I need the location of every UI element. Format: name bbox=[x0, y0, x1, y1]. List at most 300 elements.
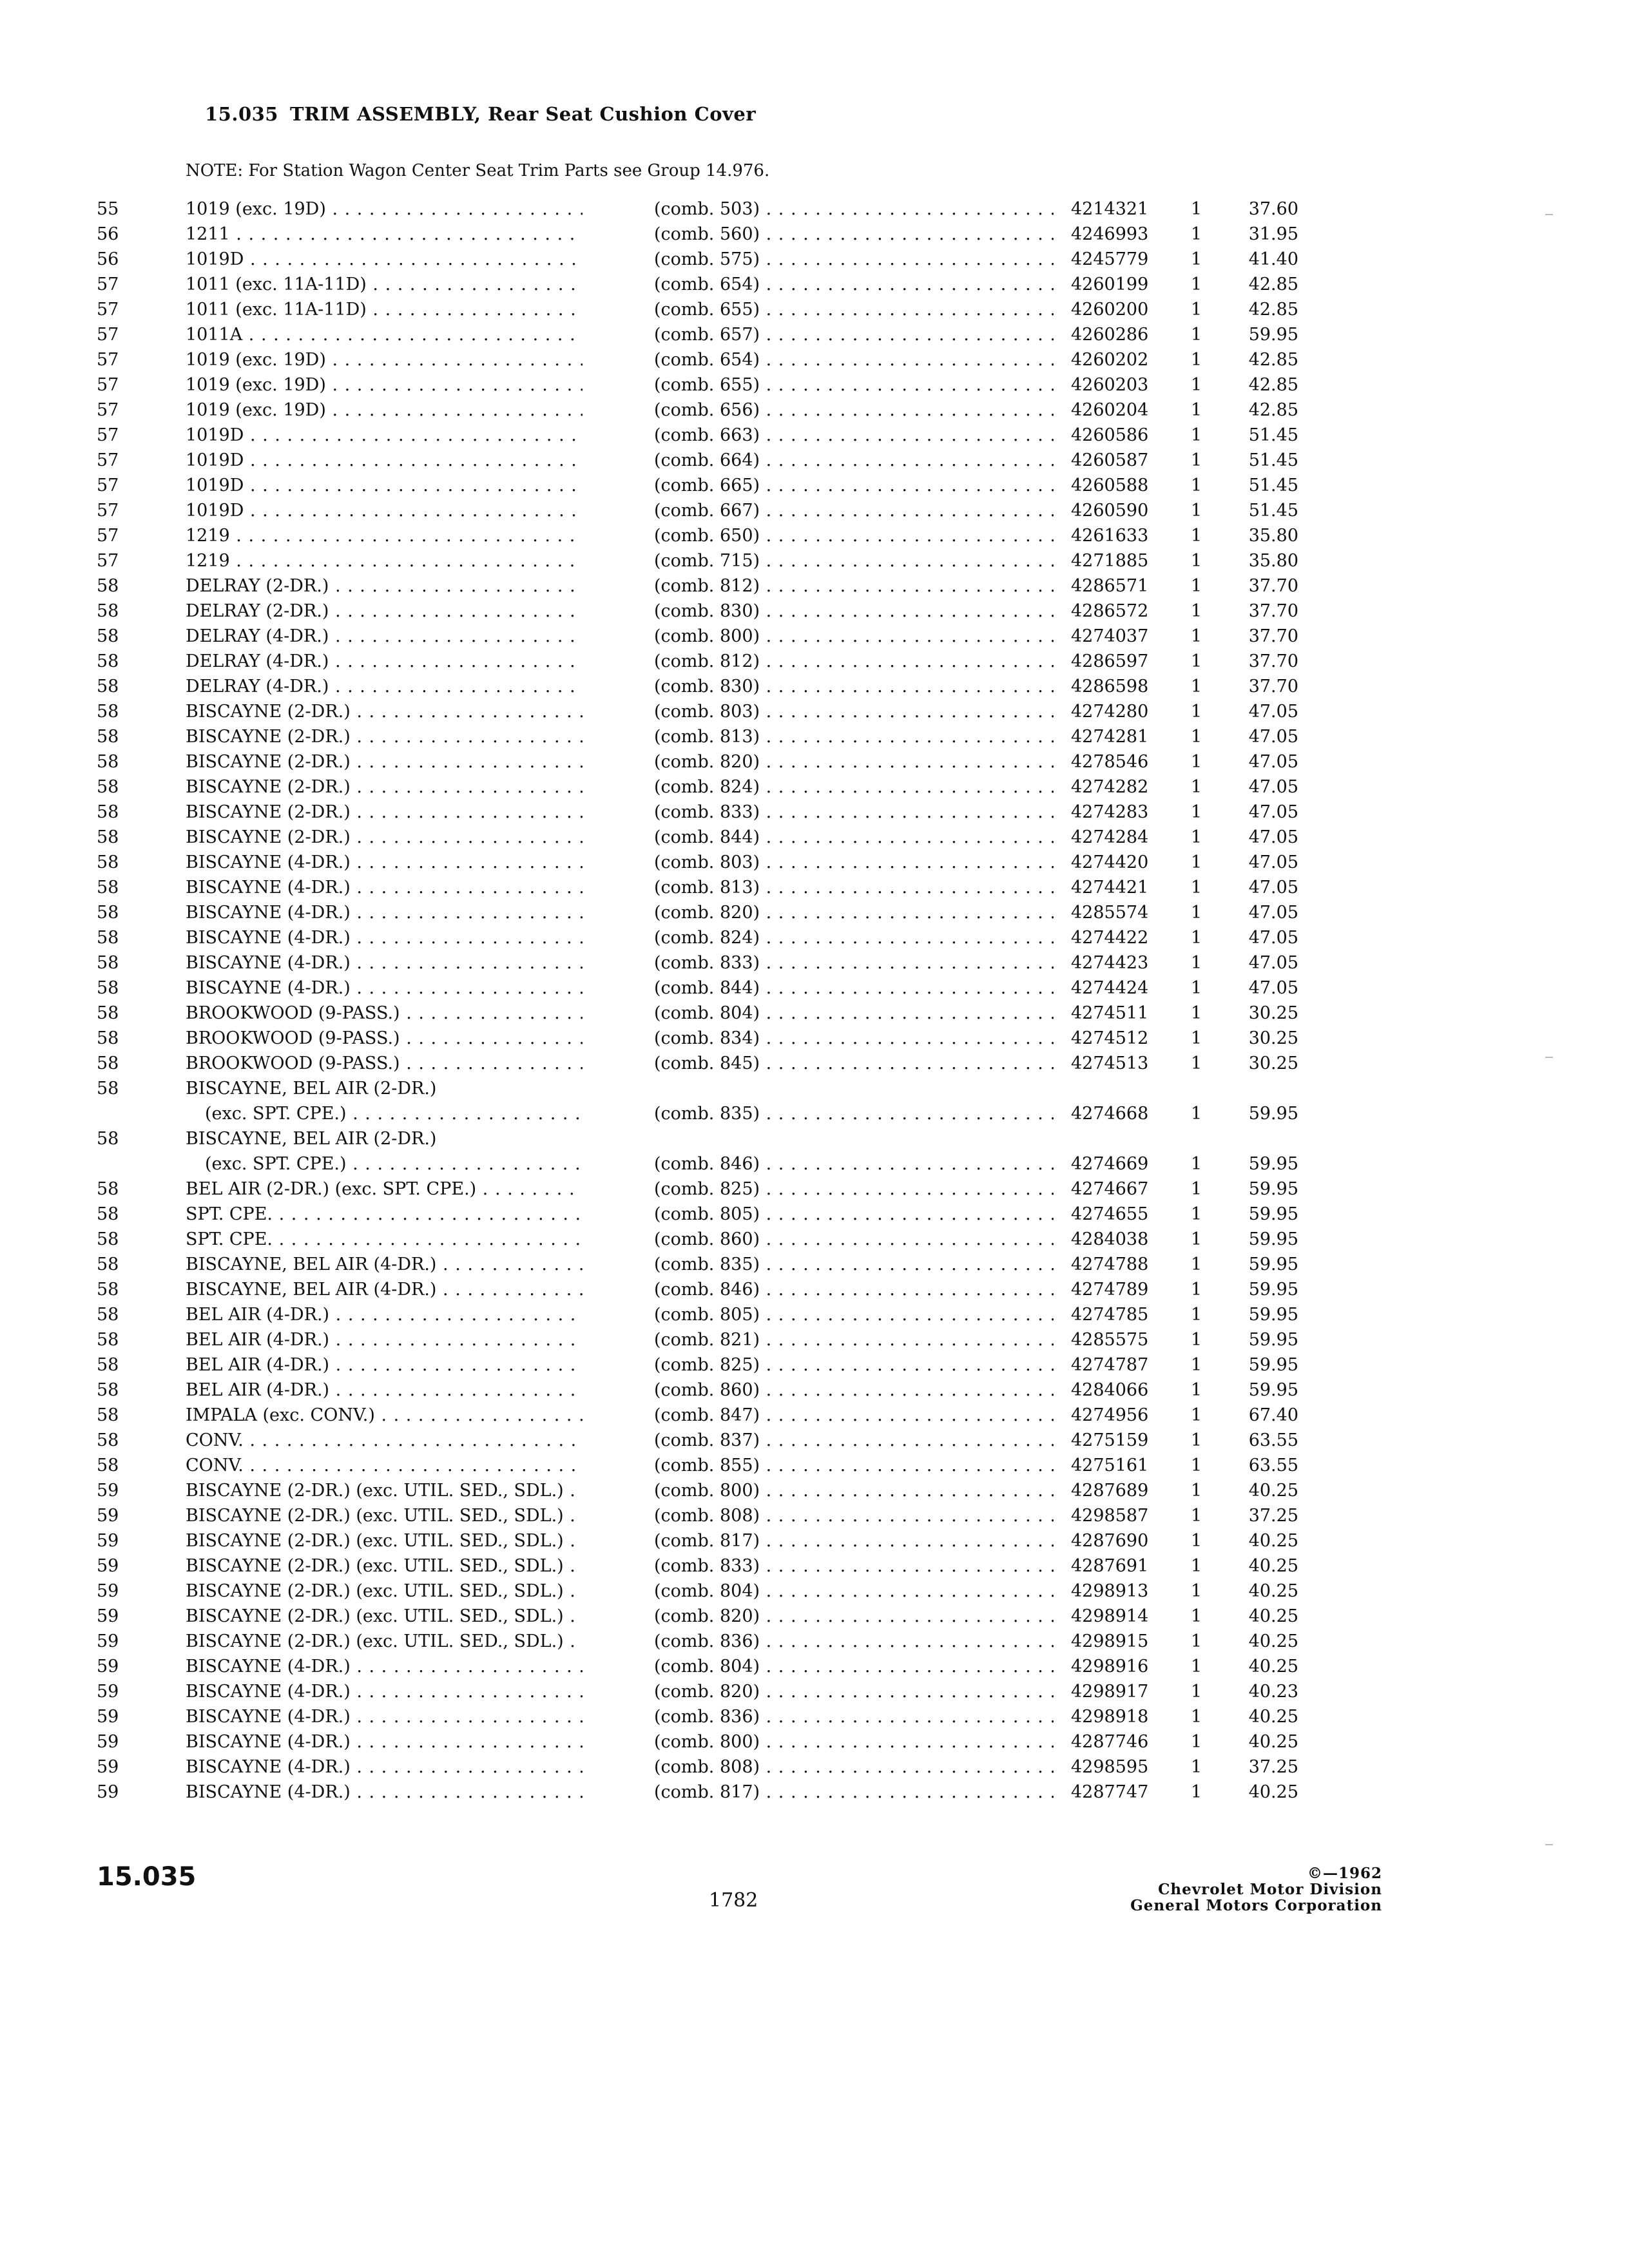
table-row bbox=[0, 398, 1629, 423]
price-cell: 59.95 bbox=[1248, 1154, 1298, 1174]
comb-cell: (comb. 825) . . . bbox=[654, 1352, 1054, 1378]
comb-cell: (comb. 655) . . . bbox=[654, 372, 1054, 398]
quantity-cell: 1 bbox=[1191, 501, 1202, 521]
table-row bbox=[0, 297, 1629, 322]
model-cell: BISCAYNE (4-DR.) . . . bbox=[186, 1679, 583, 1704]
table-row bbox=[0, 1679, 1629, 1704]
part-number-cell: 4274787 bbox=[1071, 1355, 1149, 1375]
quantity-cell: 1 bbox=[1191, 1556, 1202, 1576]
model-cell: BISCAYNE (4-DR.) . . . bbox=[186, 1654, 583, 1679]
table-row bbox=[0, 774, 1629, 800]
section-heading: TRIM ASSEMBLY, Rear Seat Cushion Cover bbox=[290, 103, 757, 125]
model-cell: BISCAYNE (4-DR.) . . . bbox=[186, 1780, 583, 1805]
table-row bbox=[0, 749, 1629, 774]
table-row bbox=[0, 975, 1629, 1001]
comb-cell: (comb. 657) . . . bbox=[654, 322, 1054, 347]
comb-cell: (comb. 847) . . . bbox=[654, 1403, 1054, 1428]
comb-cell: (comb. 817) . . . bbox=[654, 1780, 1054, 1805]
model-cell: DELRAY (4-DR.) . . . bbox=[186, 674, 583, 699]
model-cell: BISCAYNE (4-DR.) . . . bbox=[186, 1729, 583, 1754]
part-number-cell: 4274669 bbox=[1071, 1154, 1149, 1174]
table-row bbox=[0, 347, 1629, 372]
year-cell: 57 bbox=[97, 425, 119, 445]
quantity-cell: 1 bbox=[1191, 626, 1202, 646]
model-cell: BISCAYNE (2-DR.) . . . bbox=[186, 825, 583, 850]
quantity-cell: 1 bbox=[1191, 1179, 1202, 1199]
quantity-cell: 1 bbox=[1191, 1456, 1202, 1475]
price-cell: 40.25 bbox=[1248, 1606, 1298, 1626]
part-number-cell: 4274511 bbox=[1071, 1003, 1149, 1023]
price-cell: 47.05 bbox=[1248, 727, 1298, 747]
quantity-cell: 1 bbox=[1191, 1380, 1202, 1400]
table-row bbox=[0, 1478, 1629, 1503]
price-cell: 47.05 bbox=[1248, 702, 1298, 722]
price-cell: 47.05 bbox=[1248, 978, 1298, 998]
comb-cell: (comb. 812) . . . bbox=[654, 573, 1054, 599]
year-cell: 58 bbox=[97, 1305, 119, 1325]
price-cell: 47.05 bbox=[1248, 903, 1298, 923]
model-cell: BISCAYNE (4-DR.) . . . bbox=[186, 975, 583, 1001]
model-cell: SPT. CPE. . . . bbox=[186, 1202, 583, 1227]
year-cell: 58 bbox=[97, 777, 119, 797]
year-cell: 58 bbox=[97, 677, 119, 697]
table-row bbox=[0, 1729, 1629, 1754]
part-number-cell: 4274281 bbox=[1071, 727, 1149, 747]
part-number-cell: 4278546 bbox=[1071, 752, 1149, 772]
part-number-cell: 4287691 bbox=[1071, 1556, 1149, 1576]
comb-cell: (comb. 664) . . . bbox=[654, 448, 1054, 473]
year-cell: 58 bbox=[97, 651, 119, 671]
year-cell: 57 bbox=[97, 551, 119, 571]
price-cell: 40.23 bbox=[1248, 1682, 1298, 1702]
comb-cell: (comb. 844) . . . bbox=[654, 825, 1054, 850]
model-cell: BISCAYNE (2-DR.) . . . bbox=[186, 749, 583, 774]
part-number-cell: 4274668 bbox=[1071, 1104, 1149, 1124]
year-cell: 59 bbox=[97, 1481, 119, 1501]
price-cell: 63.55 bbox=[1248, 1456, 1298, 1475]
quantity-cell: 1 bbox=[1191, 1757, 1202, 1777]
model-cell: 1011 (exc. 11A-11D) . . . bbox=[186, 272, 583, 297]
price-cell: 47.05 bbox=[1248, 752, 1298, 772]
quantity-cell: 1 bbox=[1191, 425, 1202, 445]
table-row bbox=[0, 825, 1629, 850]
comb-cell: (comb. 808) . . . bbox=[654, 1503, 1054, 1528]
part-number-cell: 4274421 bbox=[1071, 878, 1149, 898]
quantity-cell: 1 bbox=[1191, 651, 1202, 671]
model-cell-continued: (exc. SPT. CPE.) . . . bbox=[205, 1151, 583, 1177]
model-cell: 1019 (exc. 19D) . . . bbox=[186, 197, 583, 222]
comb-cell: (comb. 800) . . . bbox=[654, 1729, 1054, 1754]
model-cell-continued: (exc. SPT. CPE.) . . . bbox=[205, 1101, 583, 1126]
margin-mark bbox=[1545, 214, 1553, 215]
table-row bbox=[0, 1076, 1629, 1126]
table-row bbox=[0, 699, 1629, 724]
year-cell: 59 bbox=[97, 1581, 119, 1601]
comb-cell: (comb. 804) . . . bbox=[654, 1654, 1054, 1679]
quantity-cell: 1 bbox=[1191, 1003, 1202, 1023]
part-number-cell: 4298916 bbox=[1071, 1657, 1149, 1677]
quantity-cell: 1 bbox=[1191, 677, 1202, 697]
quantity-cell: 1 bbox=[1191, 928, 1202, 948]
model-cell: BROOKWOOD (9-PASS.) . . . bbox=[186, 1001, 583, 1026]
model-cell: 1011A . . . bbox=[186, 322, 583, 347]
part-number-cell: 4274282 bbox=[1071, 777, 1149, 797]
price-cell: 40.25 bbox=[1248, 1581, 1298, 1601]
comb-cell: (comb. 837) . . . bbox=[654, 1428, 1054, 1453]
model-cell: BROOKWOOD (9-PASS.) . . . bbox=[186, 1051, 583, 1076]
model-cell: 1019D . . . bbox=[186, 473, 583, 498]
quantity-cell: 1 bbox=[1191, 249, 1202, 269]
quantity-cell: 1 bbox=[1191, 903, 1202, 923]
part-number-cell: 4274956 bbox=[1071, 1405, 1149, 1425]
year-cell: 58 bbox=[97, 978, 119, 998]
part-number-cell: 4274420 bbox=[1071, 852, 1149, 872]
table-row bbox=[0, 573, 1629, 599]
price-cell: 59.95 bbox=[1248, 1355, 1298, 1375]
year-cell: 58 bbox=[97, 626, 119, 646]
comb-cell: (comb. 656) . . . bbox=[654, 398, 1054, 423]
quantity-cell: 1 bbox=[1191, 476, 1202, 495]
price-cell: 59.95 bbox=[1248, 1179, 1298, 1199]
table-row bbox=[0, 1177, 1629, 1202]
quantity-cell: 1 bbox=[1191, 953, 1202, 973]
quantity-cell: 1 bbox=[1191, 1254, 1202, 1274]
quantity-cell: 1 bbox=[1191, 601, 1202, 621]
price-cell: 59.95 bbox=[1248, 1229, 1298, 1249]
year-cell: 58 bbox=[97, 1430, 119, 1450]
comb-cell: (comb. 803) . . . bbox=[654, 699, 1054, 724]
part-number-cell: 4284066 bbox=[1071, 1380, 1149, 1400]
price-cell: 30.25 bbox=[1248, 1053, 1298, 1073]
quantity-cell: 1 bbox=[1191, 1682, 1202, 1702]
price-cell: 59.95 bbox=[1248, 1380, 1298, 1400]
table-row bbox=[0, 624, 1629, 649]
comb-cell: (comb. 804) . . . bbox=[654, 1001, 1054, 1026]
comb-cell: (comb. 654) . . . bbox=[654, 272, 1054, 297]
part-number-cell: 4274513 bbox=[1071, 1053, 1149, 1073]
quantity-cell: 1 bbox=[1191, 978, 1202, 998]
year-cell: 55 bbox=[97, 199, 119, 219]
price-cell: 37.70 bbox=[1248, 677, 1298, 697]
part-number-cell: 4274788 bbox=[1071, 1254, 1149, 1274]
part-number-cell: 4260202 bbox=[1071, 350, 1149, 370]
price-cell: 67.40 bbox=[1248, 1405, 1298, 1425]
quantity-cell: 1 bbox=[1191, 1732, 1202, 1752]
part-number-cell: 4260204 bbox=[1071, 400, 1149, 420]
table-row bbox=[0, 1453, 1629, 1478]
comb-cell: (comb. 830) . . . bbox=[654, 599, 1054, 624]
comb-cell: (comb. 805) . . . bbox=[654, 1302, 1054, 1327]
quantity-cell: 1 bbox=[1191, 1204, 1202, 1224]
comb-cell: (comb. 817) . . . bbox=[654, 1528, 1054, 1553]
model-cell: BROOKWOOD (9-PASS.) . . . bbox=[186, 1026, 583, 1051]
year-cell: 59 bbox=[97, 1556, 119, 1576]
model-cell: BISCAYNE (2-DR.) (exc. UTIL. SED., SDL.) . . . bbox=[186, 1579, 583, 1604]
comb-cell: (comb. 812) . . . bbox=[654, 649, 1054, 674]
corporation-name: General Motors Corporation bbox=[1130, 1897, 1382, 1914]
price-cell: 37.70 bbox=[1248, 576, 1298, 596]
quantity-cell: 1 bbox=[1191, 576, 1202, 596]
part-number-cell: 4298917 bbox=[1071, 1682, 1149, 1702]
model-cell: BEL AIR (4-DR.) . . . bbox=[186, 1378, 583, 1403]
part-number-cell: 4260200 bbox=[1071, 300, 1149, 320]
comb-cell: (comb. 835) . . . bbox=[654, 1101, 1054, 1126]
price-cell: 35.80 bbox=[1248, 551, 1298, 571]
model-cell: CONV. . . . bbox=[186, 1428, 583, 1453]
year-cell: 58 bbox=[97, 1330, 119, 1350]
margin-mark bbox=[1545, 1057, 1553, 1058]
quantity-cell: 1 bbox=[1191, 1631, 1202, 1651]
year-cell: 58 bbox=[97, 752, 119, 772]
price-cell: 37.25 bbox=[1248, 1757, 1298, 1777]
quantity-cell: 1 bbox=[1191, 1581, 1202, 1601]
part-number-cell: 4298914 bbox=[1071, 1606, 1149, 1626]
comb-cell: (comb. 503) . . . bbox=[654, 197, 1054, 222]
year-cell: 58 bbox=[97, 1079, 119, 1099]
part-number-cell: 4274037 bbox=[1071, 626, 1149, 646]
price-cell: 37.70 bbox=[1248, 651, 1298, 671]
comb-cell: (comb. 650) . . . bbox=[654, 523, 1054, 548]
model-cell: SPT. CPE. . . . bbox=[186, 1227, 583, 1252]
table-row bbox=[0, 950, 1629, 975]
year-cell: 58 bbox=[97, 953, 119, 973]
quantity-cell: 1 bbox=[1191, 827, 1202, 847]
comb-cell: (comb. 834) . . . bbox=[654, 1026, 1054, 1051]
quantity-cell: 1 bbox=[1191, 727, 1202, 747]
quantity-cell: 1 bbox=[1191, 300, 1202, 320]
part-number-cell: 4286571 bbox=[1071, 576, 1149, 596]
section-code: 15.035 bbox=[205, 103, 278, 125]
year-cell: 59 bbox=[97, 1732, 119, 1752]
table-row bbox=[0, 1553, 1629, 1579]
price-cell: 40.25 bbox=[1248, 1782, 1298, 1802]
price-cell: 37.25 bbox=[1248, 1506, 1298, 1526]
price-cell: 59.95 bbox=[1248, 1254, 1298, 1274]
table-row bbox=[0, 1704, 1629, 1729]
table-row bbox=[0, 1026, 1629, 1051]
section-title bbox=[205, 103, 756, 125]
table-row bbox=[0, 850, 1629, 875]
price-cell: 47.05 bbox=[1248, 827, 1298, 847]
comb-cell: (comb. 846) . . . bbox=[654, 1151, 1054, 1177]
comb-cell: (comb. 813) . . . bbox=[654, 875, 1054, 900]
part-number-cell: 4285575 bbox=[1071, 1330, 1149, 1350]
model-cell: 1219 . . . bbox=[186, 548, 583, 573]
part-number-cell: 4214321 bbox=[1071, 199, 1149, 219]
year-cell: 59 bbox=[97, 1606, 119, 1626]
table-row bbox=[0, 900, 1629, 925]
model-cell: BISCAYNE (2-DR.) (exc. UTIL. SED., SDL.) . . . bbox=[186, 1629, 583, 1654]
model-cell: BISCAYNE (2-DR.) . . . bbox=[186, 699, 583, 724]
comb-cell: (comb. 824) . . . bbox=[654, 774, 1054, 800]
quantity-cell: 1 bbox=[1191, 1782, 1202, 1802]
table-row bbox=[0, 1227, 1629, 1252]
table-row bbox=[0, 1277, 1629, 1302]
year-cell: 58 bbox=[97, 827, 119, 847]
comb-cell: (comb. 654) . . . bbox=[654, 347, 1054, 372]
quantity-cell: 1 bbox=[1191, 350, 1202, 370]
price-cell: 47.05 bbox=[1248, 852, 1298, 872]
table-row bbox=[0, 448, 1629, 473]
year-cell: 59 bbox=[97, 1782, 119, 1802]
price-cell: 59.95 bbox=[1248, 1104, 1298, 1124]
model-cell: BISCAYNE, BEL AIR (4-DR.) . . . bbox=[186, 1277, 583, 1302]
quantity-cell: 1 bbox=[1191, 1606, 1202, 1626]
copyright-block bbox=[1095, 1865, 1382, 1914]
table-row bbox=[0, 548, 1629, 573]
model-cell: 1019D . . . bbox=[186, 423, 583, 448]
quantity-cell: 1 bbox=[1191, 802, 1202, 822]
model-cell: BEL AIR (4-DR.) . . . bbox=[186, 1352, 583, 1378]
price-cell: 63.55 bbox=[1248, 1430, 1298, 1450]
price-cell: 42.85 bbox=[1248, 274, 1298, 294]
year-cell: 58 bbox=[97, 1280, 119, 1300]
table-row bbox=[0, 724, 1629, 749]
table-row bbox=[0, 372, 1629, 398]
price-cell: 35.80 bbox=[1248, 526, 1298, 546]
year-cell: 59 bbox=[97, 1682, 119, 1702]
price-cell: 47.05 bbox=[1248, 777, 1298, 797]
model-cell: BISCAYNE (2-DR.) . . . bbox=[186, 774, 583, 800]
part-number-cell: 4260586 bbox=[1071, 425, 1149, 445]
part-number-cell: 4298913 bbox=[1071, 1581, 1149, 1601]
quantity-cell: 1 bbox=[1191, 551, 1202, 571]
table-row bbox=[0, 1780, 1629, 1805]
part-number-cell: 4287690 bbox=[1071, 1531, 1149, 1551]
price-cell: 40.25 bbox=[1248, 1732, 1298, 1752]
part-number-cell: 4298915 bbox=[1071, 1631, 1149, 1651]
model-cell: 1019 (exc. 19D) . . . bbox=[186, 347, 583, 372]
year-cell: 57 bbox=[97, 501, 119, 521]
comb-cell: (comb. 655) . . . bbox=[654, 297, 1054, 322]
quantity-cell: 1 bbox=[1191, 400, 1202, 420]
part-number-cell: 4260199 bbox=[1071, 274, 1149, 294]
year-cell: 58 bbox=[97, 1254, 119, 1274]
comb-cell: (comb. 575) . . . bbox=[654, 247, 1054, 272]
year-cell: 58 bbox=[97, 1405, 119, 1425]
comb-cell: (comb. 667) . . . bbox=[654, 498, 1054, 523]
comb-cell: (comb. 836) . . . bbox=[654, 1704, 1054, 1729]
quantity-cell: 1 bbox=[1191, 199, 1202, 219]
year-cell: 57 bbox=[97, 375, 119, 395]
model-cell: BISCAYNE (4-DR.) . . . bbox=[186, 950, 583, 975]
quantity-cell: 1 bbox=[1191, 325, 1202, 345]
model-cell: 1219 . . . bbox=[186, 523, 583, 548]
page-number: 1782 bbox=[709, 1889, 758, 1912]
quantity-cell: 1 bbox=[1191, 878, 1202, 898]
price-cell: 51.45 bbox=[1248, 425, 1298, 445]
comb-cell: (comb. 846) . . . bbox=[654, 1277, 1054, 1302]
year-cell: 58 bbox=[97, 1380, 119, 1400]
year-cell: 57 bbox=[97, 274, 119, 294]
table-row bbox=[0, 1528, 1629, 1553]
part-number-cell: 4245779 bbox=[1071, 249, 1149, 269]
quantity-cell: 1 bbox=[1191, 1104, 1202, 1124]
year-cell: 56 bbox=[97, 249, 119, 269]
price-cell: 42.85 bbox=[1248, 375, 1298, 395]
quantity-cell: 1 bbox=[1191, 1053, 1202, 1073]
year-cell: 58 bbox=[97, 1355, 119, 1375]
comb-cell: (comb. 665) . . . bbox=[654, 473, 1054, 498]
model-cell: 1019D . . . bbox=[186, 448, 583, 473]
comb-cell: (comb. 803) . . . bbox=[654, 850, 1054, 875]
model-cell: BISCAYNE (2-DR.) (exc. UTIL. SED., SDL.) . . . bbox=[186, 1478, 583, 1503]
quantity-cell: 1 bbox=[1191, 752, 1202, 772]
comb-cell: (comb. 804) . . . bbox=[654, 1579, 1054, 1604]
price-cell: 59.95 bbox=[1248, 1330, 1298, 1350]
table-row bbox=[0, 247, 1629, 272]
part-number-cell: 4287689 bbox=[1071, 1481, 1149, 1501]
comb-cell: (comb. 833) . . . bbox=[654, 1553, 1054, 1579]
comb-cell: (comb. 825) . . . bbox=[654, 1177, 1054, 1202]
model-cell: 1211 . . . bbox=[186, 222, 583, 247]
comb-cell: (comb. 830) . . . bbox=[654, 674, 1054, 699]
model-cell: 1019 (exc. 19D) . . . bbox=[186, 372, 583, 398]
table-row bbox=[0, 599, 1629, 624]
comb-cell: (comb. 820) . . . bbox=[654, 1679, 1054, 1704]
table-row bbox=[0, 1352, 1629, 1378]
price-cell: 40.25 bbox=[1248, 1556, 1298, 1576]
comb-cell: (comb. 833) . . . bbox=[654, 950, 1054, 975]
copyright-year: ©—1962 bbox=[1307, 1865, 1382, 1882]
part-number-cell: 4287747 bbox=[1071, 1782, 1149, 1802]
model-cell: BISCAYNE, BEL AIR (2-DR.) bbox=[186, 1129, 437, 1149]
comb-cell: (comb. 835) . . . bbox=[654, 1252, 1054, 1277]
price-cell: 47.05 bbox=[1248, 953, 1298, 973]
quantity-cell: 1 bbox=[1191, 1154, 1202, 1174]
comb-cell: (comb. 860) . . . bbox=[654, 1378, 1054, 1403]
year-cell: 58 bbox=[97, 1028, 119, 1048]
comb-cell: (comb. 800) . . . bbox=[654, 1478, 1054, 1503]
year-cell: 59 bbox=[97, 1631, 119, 1651]
price-cell: 51.45 bbox=[1248, 501, 1298, 521]
price-cell: 47.05 bbox=[1248, 878, 1298, 898]
year-cell: 59 bbox=[97, 1707, 119, 1727]
quantity-cell: 1 bbox=[1191, 1305, 1202, 1325]
table-row bbox=[0, 1428, 1629, 1453]
part-number-cell: 4274667 bbox=[1071, 1179, 1149, 1199]
comb-cell: (comb. 833) . . . bbox=[654, 800, 1054, 825]
year-cell: 58 bbox=[97, 928, 119, 948]
parts-list bbox=[0, 197, 1629, 1805]
table-row bbox=[0, 1302, 1629, 1327]
year-cell: 57 bbox=[97, 526, 119, 546]
part-number-cell: 4274424 bbox=[1071, 978, 1149, 998]
part-number-cell: 4298587 bbox=[1071, 1506, 1149, 1526]
table-row bbox=[0, 1202, 1629, 1227]
table-row bbox=[0, 674, 1629, 699]
year-cell: 58 bbox=[97, 802, 119, 822]
model-cell: DELRAY (4-DR.) . . . bbox=[186, 624, 583, 649]
table-row bbox=[0, 649, 1629, 674]
price-cell: 31.95 bbox=[1248, 224, 1298, 244]
table-row bbox=[0, 1327, 1629, 1352]
part-number-cell: 4274284 bbox=[1071, 827, 1149, 847]
year-cell: 59 bbox=[97, 1757, 119, 1777]
part-number-cell: 4298595 bbox=[1071, 1757, 1149, 1777]
quantity-cell: 1 bbox=[1191, 1355, 1202, 1375]
model-cell: BISCAYNE (2-DR.) (exc. UTIL. SED., SDL.) . . . bbox=[186, 1553, 583, 1579]
year-cell: 58 bbox=[97, 1003, 119, 1023]
quantity-cell: 1 bbox=[1191, 1481, 1202, 1501]
division-name: Chevrolet Motor Division bbox=[1158, 1881, 1382, 1898]
table-row bbox=[0, 1051, 1629, 1076]
price-cell: 42.85 bbox=[1248, 350, 1298, 370]
table-row bbox=[0, 423, 1629, 448]
model-cell: BISCAYNE (4-DR.) . . . bbox=[186, 1704, 583, 1729]
part-number-cell: 4286572 bbox=[1071, 601, 1149, 621]
table-row bbox=[0, 222, 1629, 247]
